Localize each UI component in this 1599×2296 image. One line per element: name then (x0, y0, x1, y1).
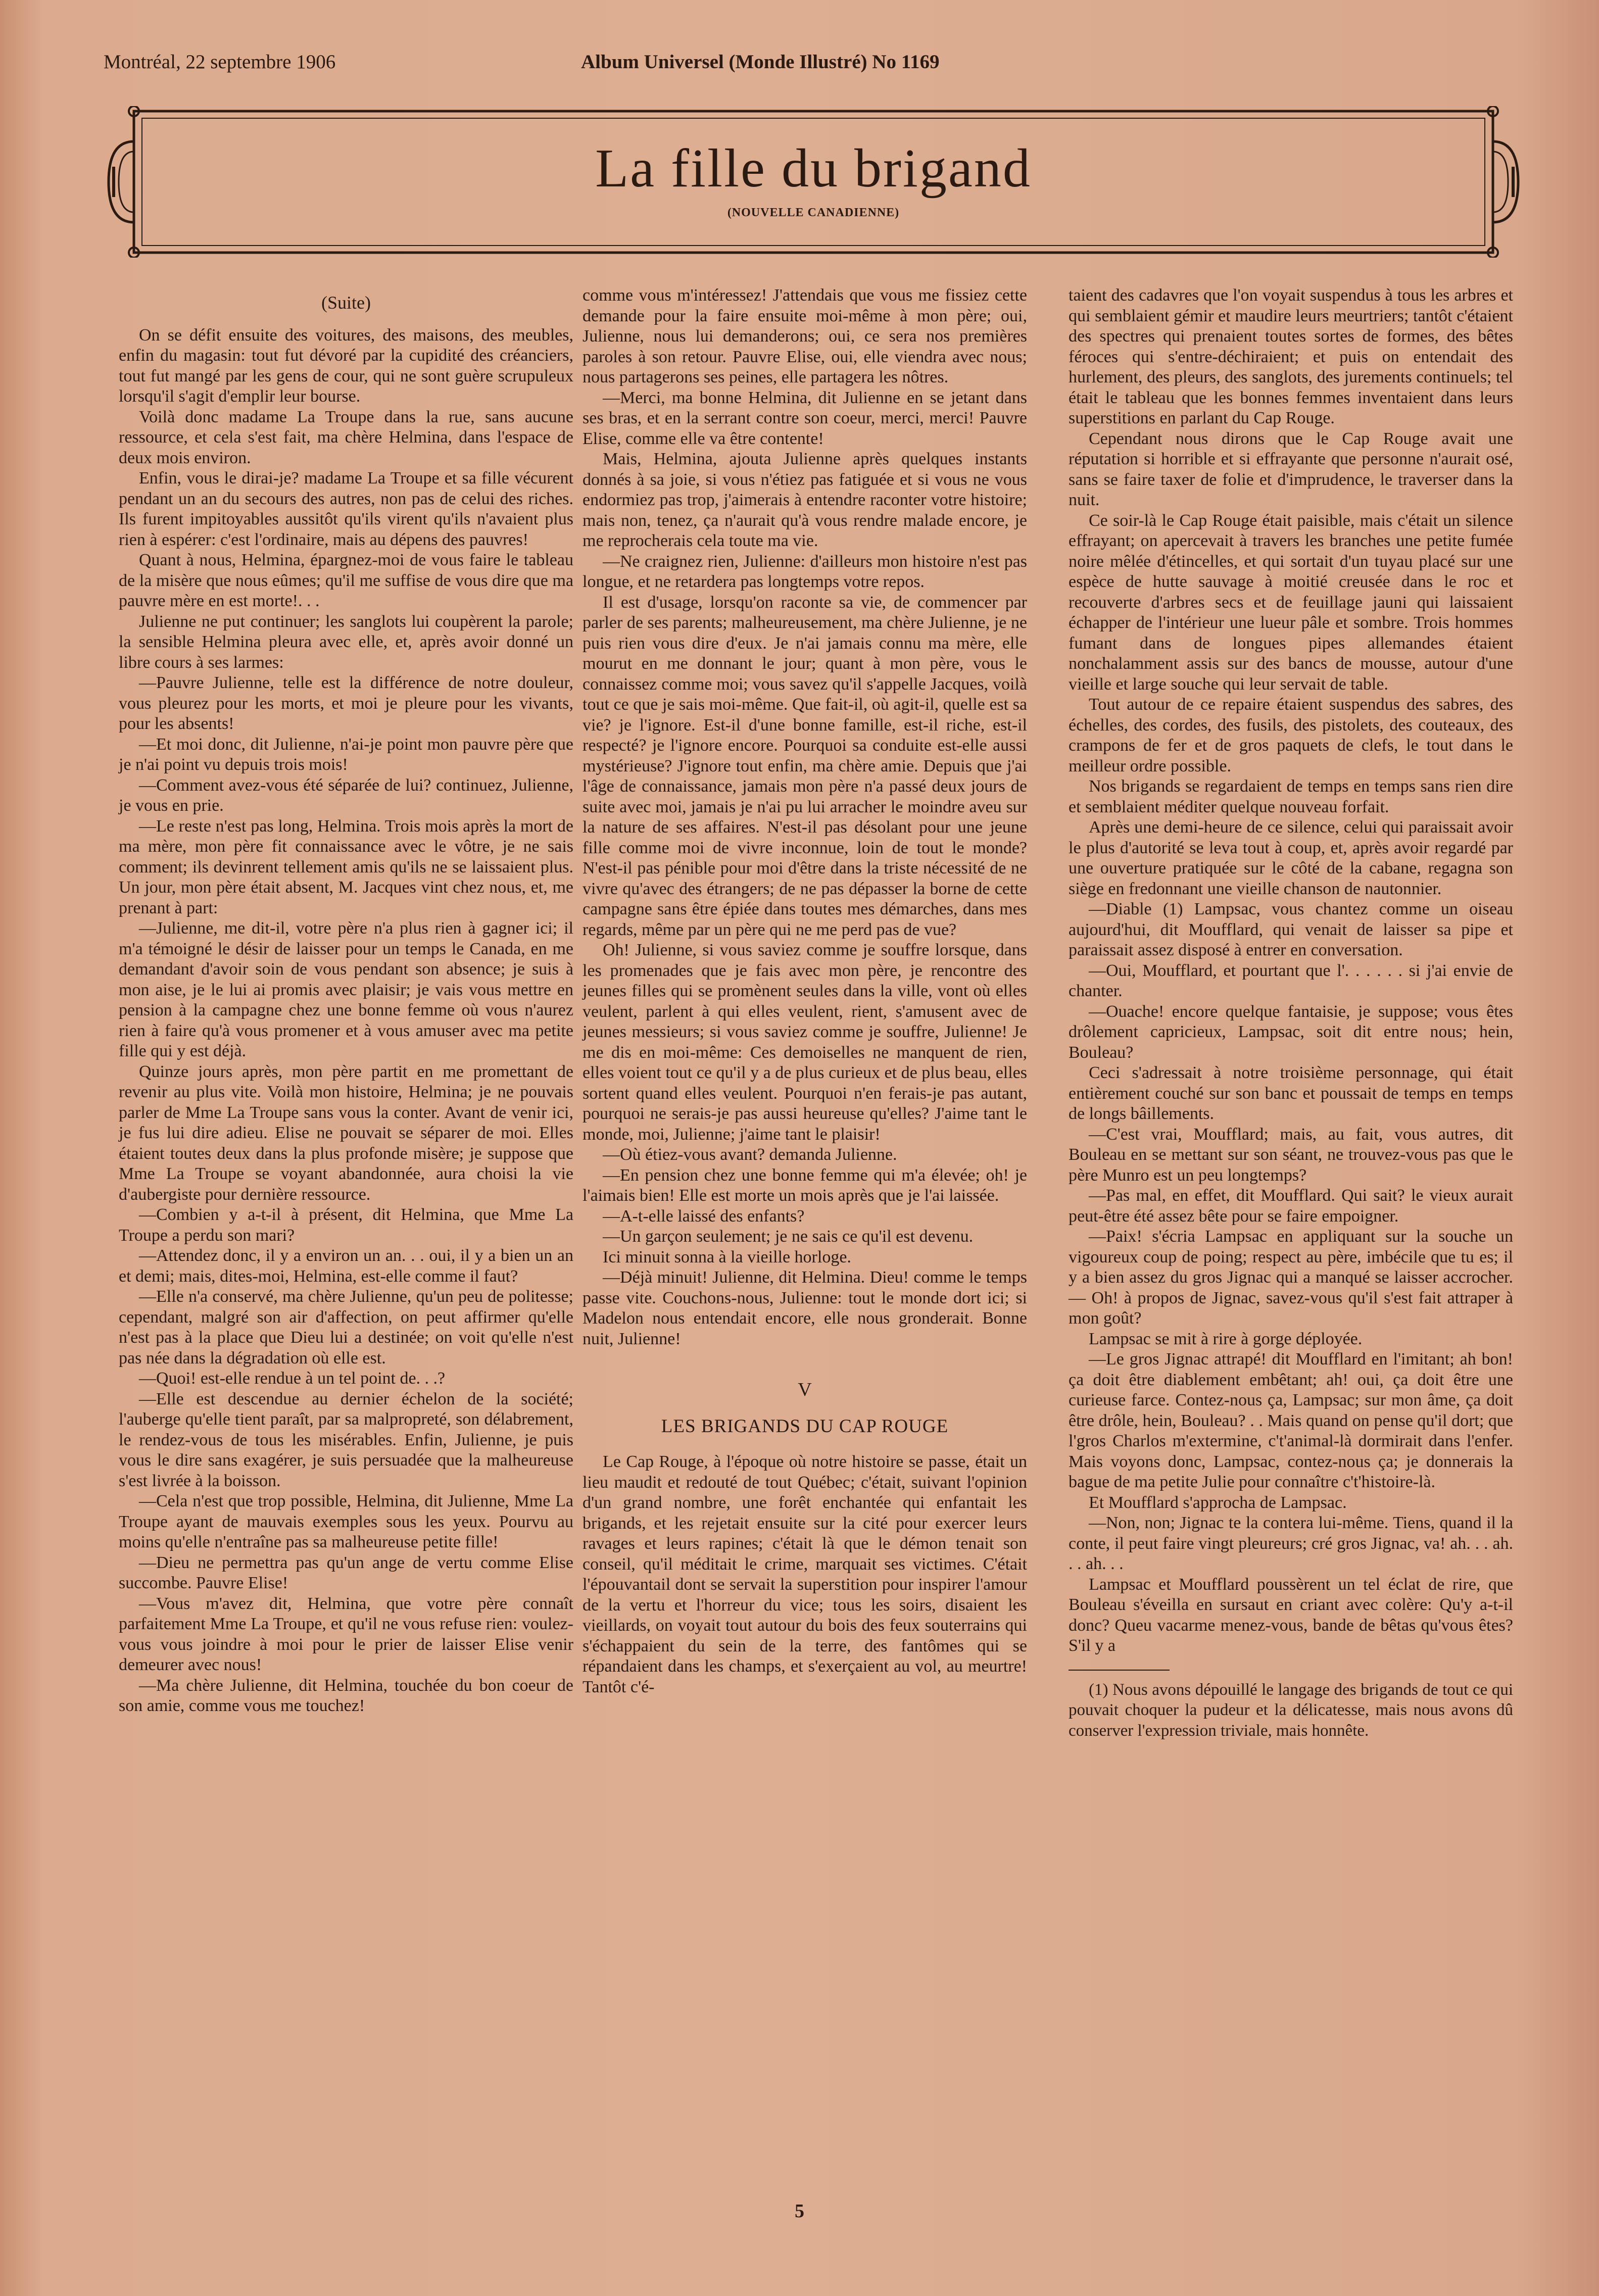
paragraph: —Un garçon seulement; je ne sais ce qu'il est devenu. (603, 1227, 974, 1246)
text-column-1 (119, 285, 573, 1717)
paragraph: Ce soir-là le Cap Rouge était paisible, mais c'était un silence effrayant; on apercevait à travers les branches une petite fumée noire mêlée d'étincelles, et qui sortait d'un tuyau placé sur une espèce de hutte sauvage à moitié creusée dans le roc et recouverte d'arbres secs et de feuillage jauni qui laissaient échapper de l'intérieur une lueur pâle et sombre. Trois hommes fumant dans de longues pipes allemandes étaient nonchalamment assis sur des bancs de mousse, autour d'une vieille et large souche qui leur servait de table. (1069, 511, 1513, 694)
paragraph: taient des cadavres que l'on voyait suspendus à tous les arbres et qui semblaient gémir et maudire leurs meurtriers; tantôt c'étaient des spectres qui prenaient toutes sortes de formes, des bêtes féroces qui s'entre-déchiraient; et puis on entendait des hurlement, des pleurs, des sanglots, des jurements continuels; tel était le tableau que les bonnes femmes inventaient dans leurs superstitions en parlant du Cap Rouge. (1069, 286, 1513, 427)
paragraph: Quinze jours après, mon père partit en me promettant de revenir au plus vite. Voilà mon histoire, Helmina; je ne pouvais parler de Mme La Troupe sans vous la conter. Avant de venir ici, je fus lui dire adieu. Elise ne pouvait se séparer de moi. Elles étaient toutes deux dans la plus profonde misère; je suppose que Mme La Troupe se voyant abandonnée, aura choisi la vie d'aubergiste pour dernière ressource. (119, 1062, 573, 1204)
paragraph: —Oui, Moufflard, et pourtant que l'. . . . . . si j'ai envie de chanter. (1069, 961, 1513, 1000)
paragraph: Après une demi-heure de ce silence, celui qui paraissait avoir le plus d'autorité se leva tout à coup, et, après avoir regardé par une ouverture pratiquée sur le côté de la cabane, regagna son siège en fredonnant une vieille chanson de nautonnier. (1069, 818, 1513, 898)
paragraph: Le Cap Rouge, à l'époque où notre histoire se passe, était un lieu maudit et redouté de tout Québec; c'était, suivant l'opinion d'un grand nombre, une forêt enchantée qui enfantait les brigands, et les rejetait ensuite sur la cité pour exercer leurs ravages et leurs rapines; c'était là que le démon tenait son conseil, qu'il méditait le crime, marquait ses victimes. C'était l'épouvantail dont se servait la superstition pour inspirer l'amour de la vertu et l'horreur du vice; tous les soirs, disaient les vieillards, on voyait tout autour du bois des feux souterrains qui s'échappaient du sein de la terre, des fantômes qui se répandaient dans les champs, et s'exerçaient au vol, au meurtre! Tantôt c'é- (583, 1452, 1027, 1696)
paragraph: —Pas mal, en effet, dit Moufflard. Qui sait? le vieux aurait peut-être été assez bête pour se faire empoigner. (1069, 1186, 1513, 1226)
paragraph: —Le reste n'est pas long, Helmina. Trois mois après la mort de ma mère, mon père fit connaissance avec le vôtre, je ne sais comment; ils devinrent tellement amis qu'ils ne se laissaient plus. Un jour, mon père était absent, M. Jacques vint chez nous, et, me prenant à part: (119, 816, 573, 917)
paragraph: —C'est vrai, Moufflard; mais, au fait, vous autres, dit Bouleau en se mettant sur son séant, ne trouvez-vous pas que le père Munro est un peu longtemps? (1069, 1125, 1513, 1185)
paragraph: —Elle est descendue au dernier échelon de la société; l'auberge qu'elle tient paraît, par sa malpropreté, son délabrement, le rendez-vous de tous les misérables. Enfin, Julienne, je puis vous le dire sans exagérer, je suis persuadée que la malheureuse s'est livrée à la boisson. (119, 1389, 573, 1490)
paragraph: —Déjà minuit! Julienne, dit Helmina. Dieu! comme le temps passe vite. Couchons-nous, Julienne: tout le monde dort ici; si Madelon nous entendait encore, elle nous gronderait. Bonne nuit, Julienne! (583, 1268, 1027, 1348)
paragraph: —Dieu ne permettra pas qu'un ange de vertu comme Elise succombe. Pauvre Elise! (119, 1553, 573, 1592)
footnote: (1) Nous avons dépouillé le langage des brigands de tout ce qui pouvait choquer la pudeur et la délicatesse, mais nous avons dû conserver l'expression triviale, mais honnête. (1069, 1680, 1513, 1740)
text-column-2 (583, 285, 1027, 1697)
suite-label: (Suite) (321, 292, 371, 313)
paragraph: Et Moufflard s'approcha de Lampsac. (1089, 1493, 1347, 1512)
page-number: 5 (795, 2201, 804, 2222)
paragraph: —Julienne, me dit-il, votre père n'a plus rien à gagner ici; il m'a témoigné le désir de laisser pour un temps le Canada, en me demandant d'avoir soin de vous pendant son absence; je suis à mon aise, je le lui ai promis avec plaisir; je vais vous mettre en pension à la campagne chez une bonne femme où vous n'aurez rien à faire qu'à vous promener et à vous amuser avec ma petite fille qui y est déjà. (119, 919, 573, 1060)
paragraph: Lampsac se mit à rire à gorge déployée. (1089, 1329, 1363, 1348)
paragraph: Ici minuit sonna à la vieille horloge. (603, 1247, 851, 1266)
paragraph: Tout autour de ce repaire étaient suspendus des sabres, des échelles, des cordes, des fusils, des pistolets, des couteaux, des crampons de fer et de gros paquets de clefs, le tout dans le meilleur ordre possible. (1069, 695, 1513, 775)
paragraph: —Elle n'a conservé, ma chère Julienne, qu'un peu de politesse; cependant, malgré son air d'affection, on peut affirmer qu'elle n'est pas à la place que Dieu lui a destinée; on voit qu'elle n'est pas née dans la dégradation où elle est. (119, 1287, 573, 1367)
paragraph: Voilà donc madame La Troupe dans la rue, sans aucune ressource, et cela s'est fait, ma chère Helmina, dans l'espace de deux mois environ. (119, 407, 573, 467)
paragraph: —Ouache! encore quelque fantaisie, je suppose; vous êtes drôlement capricieux, Lampsac, soit dit entre nous; hein, Bouleau? (1069, 1002, 1513, 1062)
paragraph: —Combien y a-t-il à présent, dit Helmina, que Mme La Troupe a perdu son mari? (119, 1205, 573, 1245)
paragraph: —Où étiez-vous avant? demanda Julienne. (603, 1145, 897, 1164)
text-column-3 (1069, 285, 1513, 1741)
paragraph: —Diable (1) Lampsac, vous chantez comme un oiseau aujourd'hui, dit Moufflard, qui venait de laisser sa pipe et paraissait assez disposé à entrer en conversation. (1069, 900, 1513, 959)
paragraph: Ceci s'adressait à notre troisième personnage, qui était entièrement couché sur son banc et poussait de temps en temps de longs bâillements. (1069, 1063, 1513, 1123)
paragraph: —Merci, ma bonne Helmina, dit Julienne en se jetant dans ses bras, et en la serrant contre son coeur, merci, merci! Pauvre Elise, comme elle va être contente! (583, 388, 1027, 448)
chapter-number: V (798, 1379, 812, 1400)
header-publication: Album Universel (Monde Illustré) No 1169 (581, 51, 940, 73)
paragraph: —Pauvre Julienne, telle est la différence de notre douleur, vous pleurez pour les morts, et moi je pleure pour les vivants, pour les absents! (119, 673, 573, 733)
footnote-divider (1069, 1670, 1170, 1671)
paragraph: —Comment avez-vous été séparée de lui? continuez, Julienne, je vous en prie. (119, 775, 573, 815)
paragraph: —Et moi donc, dit Julienne, n'ai-je point mon pauvre père que je n'ai point vu depuis trois mois! (119, 735, 573, 774)
header-date: Montréal, 22 septembre 1906 (104, 51, 336, 73)
paragraph: —Attendez donc, il y a environ un an. . . oui, il y a bien un an et demi; mais, dites-moi, Helmina, est-elle comme il faut? (119, 1246, 573, 1286)
paragraph: —Ma chère Julienne, dit Helmina, touchée du bon coeur de son amie, comme vous me touchez! (119, 1676, 573, 1715)
paragraph: On se défit ensuite des voitures, des maisons, des meubles, enfin du magasin: tout fut dévoré par la cupidité des créanciers, tout fut mangé par les gens de cour, qui ne sont guère scrupuleux lorsqu'il s'agit d'emplir leur bourse. (119, 325, 573, 406)
paragraph: —Vous m'avez dit, Helmina, que votre père connaît parfaitement Mme La Troupe, et qu'il ne vous refuse rien: voulez-vous vous joindre à moi pour le prier de laisser Elise venir demeurer avec nous! (119, 1594, 573, 1674)
paragraph: Oh! Julienne, si vous saviez comme je souffre lorsque, dans les promenades que je fais avec mon père, je rencontre des jeunes filles qui se promènent seules dans la ville, vont où elles veulent, parlent à qui elles veulent, rient, s'amusent avec de jeunes messieurs; si vous saviez comme je souffre, Julienne! Je me dis en moi-même: Ces demoiselles ne manquent de rien, elles voient tout ce qu'il y a de plus curieux et de plus beau, elles sortent quand elles veulent. Pourquoi n'en ferais-je pas autant, pourquoi ne serais-je pas aussi heureuse qu'elles? J'aime tant le monde, moi, Julienne; j'aime tant le plaisir! (583, 941, 1027, 1144)
paragraph: —Le gros Jignac attrapé! dit Moufflard en l'imitant; ah bon! ça doit être diablement embêtant; ah! oui, ça doit être une curieuse farce. Contez-nous ça, Lampsac; sur mon âme, ça doit être drôle, hein, Bouleau? . . Mais quand on pense qu'il dort; que l'gros Charlos m'extermine, c't'animal-là dormirait dans l'enfer. Mais voyons donc, Lampsac, contez-nous ça; je donnerais la bague de ma petite Julie pour connaître c't'histoire-là. (1069, 1350, 1513, 1491)
paragraph: —En pension chez une bonne femme qui m'a élevée; oh! je l'aimais bien! Elle est morte un mois après que je l'ai laissée. (583, 1165, 1027, 1205)
paragraph: Enfin, vous le dirai-je? madame La Troupe et sa fille vécurent pendant un an du secours des autres, non pas de celui des riches. Ils furent impitoyables aussitôt qu'ils virent qu'ils n'avaient plus rien à espérer: c'est l'ordinaire, mais au dépens des pauvres! (119, 469, 573, 549)
paragraph: Mais, Helmina, ajouta Julienne après quelques instants donnés à sa joie, si vous n'étiez pas fatiguée et si vous ne vous endormiez pas trop, j'aimerais à entendre raconter votre histoire; mais non, tenez, ça n'aurait qu'à vous rendre malade encore, je me reprocherais cela toute ma vie. (583, 450, 1027, 550)
paragraph: Julienne ne put continuer; les sanglots lui coupèrent la parole; la sensible Helmina pleura avec elle, et, après avoir donné un libre cours à ses larmes: (119, 612, 573, 672)
paragraph: —Ne craignez rien, Julienne: d'ailleurs mon histoire n'est pas longue, et ne retardera pas longtemps votre repos. (583, 552, 1027, 591)
title-frame (104, 106, 1523, 258)
paragraph: —Paix! s'écria Lampsac en appliquant sur la souche un vigoureux coup de poing; respect au père, imbécile que tu es; il y a bien assez du gros Jignac qui a manqué se laisser accrocher. — Oh! à propos de Jignac, savez-vous qu'il s'est fait attraper à mon goût? (1069, 1227, 1513, 1328)
paragraph: —A-t-elle laissé des enfants? (603, 1206, 805, 1226)
paragraph: —Non, non; Jignac te la contera lui-même. Tiens, quand il la conte, il peut faire vingt pleureurs; cré gros Jignac, va! ah. . . ah. . . ah. . . (1069, 1513, 1513, 1573)
paragraph: Il est d'usage, lorsqu'on raconte sa vie, de commencer par parler de ses parents; malheureusement, ma chère Julienne, je ne puis rien vous dire d'eux. Je n'ai jamais connu ma mère, elle mourut en me donnant le jour; quant à mon père, vous le connaissez comme moi; vous savez qu'il s'appelle Jacques, voilà tout ce que je sais moi-même. Que fait-il, où agit-il, quelle est sa vie? je l'ignore. Est-il d'une bonne famille, est-il riche, est-il respecté? je l'ignore encore. Pourquoi sa conduite est-elle aussi mystérieuse? J'ignore tout enfin, ma chère amie. Depuis que j'ai l'âge de connaissance, jamais mon père n'a passé deux jours de suite avec moi, jamais je n'ai pu lui arracher le moindre aveu sur la nature de ses affaires. N'est-il pas désolant pour une jeune fille comme moi de vivre inconnue, loin de tout le monde? N'est-il pas pénible pour moi d'être dans la triste nécessité de ne vivre qu'avec des étrangers; de ne pas dépasser la borne de cette campagne sans être épiée dans toutes mes démarches, dans mes regards, même par un père qui ne me perd pas de vue? (583, 593, 1027, 939)
article-subtitle: (NOUVELLE CANADIENNE) (727, 206, 900, 219)
article-title: La fille du brigand (595, 138, 1032, 199)
paragraph: comme vous m'intéressez! J'attendais que vous me fissiez cette demande pour la faire ensuite moi-même à mon père; oui, Julienne, nous lui demanderons; oui, ce sera nos premières paroles à son retour. Pauvre Elise, oui, elle viendra avec nous; nous partagerons ses peines, elle partagera les nôtres. (583, 286, 1027, 386)
paragraph: Lampsac et Moufflard poussèrent un tel éclat de rire, que Bouleau s'éveilla en sursaut en criant avec colère: Qu'y a-t-il donc? Queu vacarme menez-vous, bande de bêtas qu'vous êtes? S'il y a (1069, 1575, 1513, 1655)
chapter-title: LES BRIGANDS DU CAP ROUGE (661, 1415, 949, 1437)
paragraph: Quant à nous, Helmina, épargnez-moi de vous faire le tableau de la misère que nous eûmes; qu'il me suffise de vous dire que ma pauvre mère en est morte!. . . (119, 551, 573, 610)
paragraph: —Cela n'est que trop possible, Helmina, dit Julienne, Mme La Troupe ayant de mauvais exemples sous les yeux. Pourvu au moins qu'elle n'entraîne pas sa malheureuse petite fille! (119, 1492, 573, 1551)
paragraph: Cependant nous dirons que le Cap Rouge avait une réputation si horrible et si effrayante que personne n'aurait osé, sans se faire taxer de folie et d'imprudence, le traverser dans la nuit. (1069, 429, 1513, 509)
paragraph: —Quoi! est-elle rendue à un tel point de. . .? (139, 1369, 446, 1388)
paragraph: Nos brigands se regardaient de temps en temps sans rien dire et semblaient méditer quelque nouveau forfait. (1069, 777, 1513, 816)
